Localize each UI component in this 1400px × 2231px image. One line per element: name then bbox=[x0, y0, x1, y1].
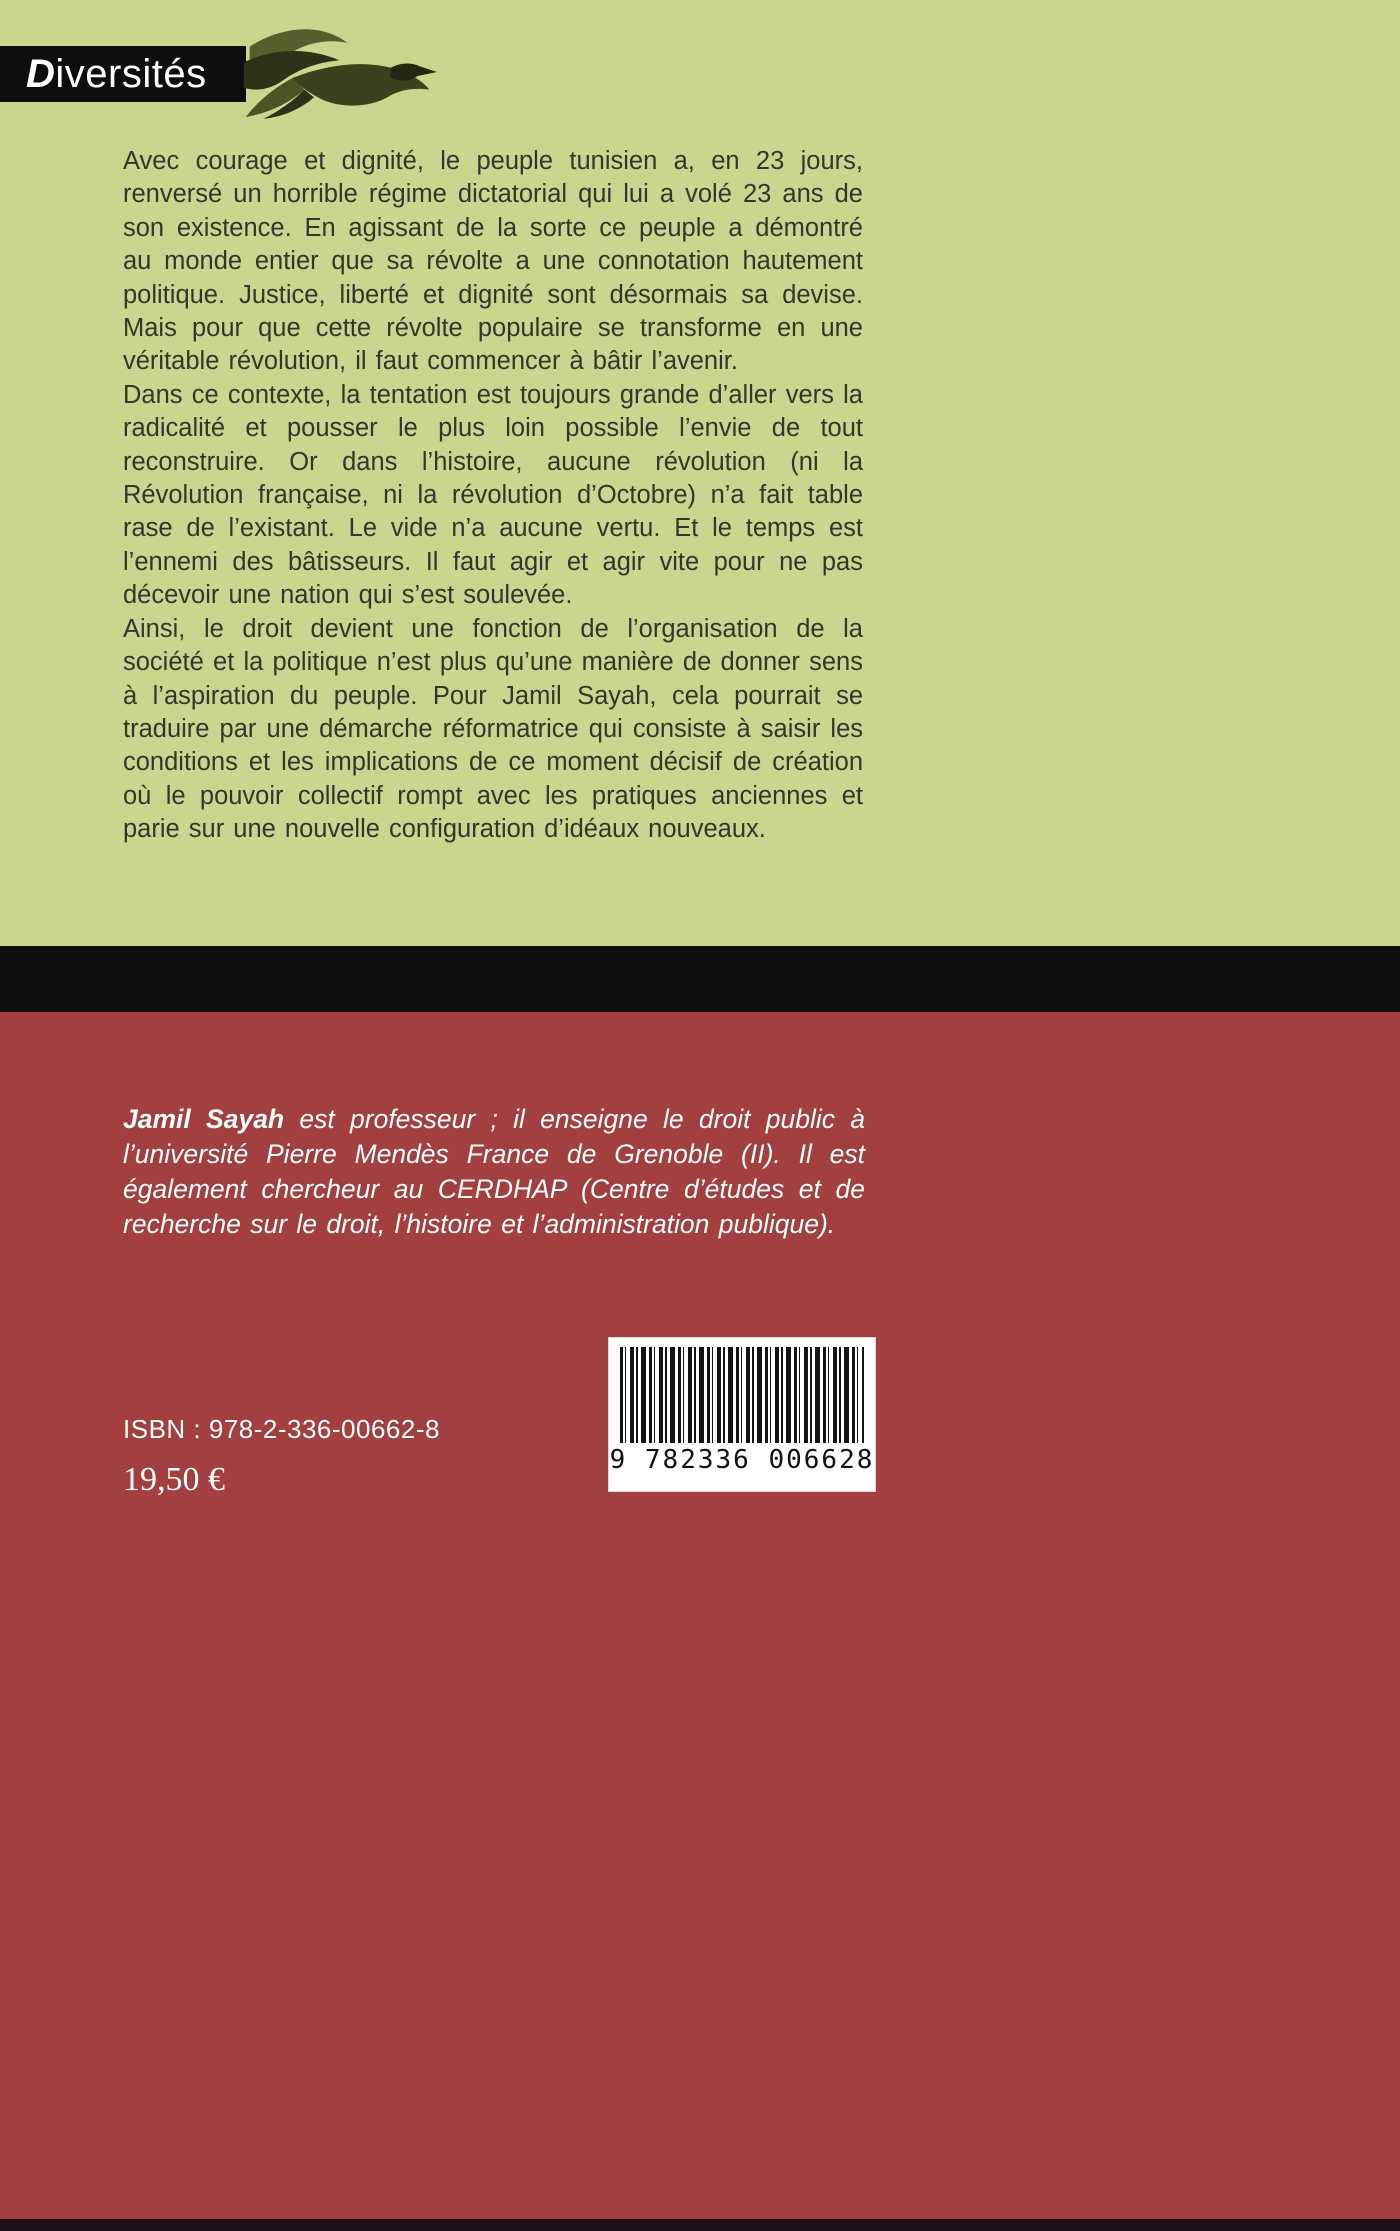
author-bio bbox=[123, 1102, 865, 1242]
barcode-bars bbox=[620, 1347, 864, 1443]
synopsis bbox=[123, 145, 863, 847]
synopsis-paragraph-1: Avec courage et dignité, le peuple tunisien a, en 23 jours, renversé un horrible régime dictatorial qui lui a volé 23 ans de son existence. En agissant de la sorte ce peuple a démontré au monde entier que sa révolte a une connotation hautement politique. Justice, liberté et dignité sont désormais sa devise. Mais pour que cette révolte populaire se transforme en une véritable révolution, il faut commencer à bâtir l’avenir. bbox=[123, 147, 863, 376]
author-name: Jamil Sayah bbox=[123, 1104, 285, 1134]
price-text: 19,50 € bbox=[123, 1461, 225, 1498]
lower-section bbox=[0, 1012, 1400, 2219]
author-bio-text: est professeur ; il enseigne le droit public à l’université Pierre Mendès France de Grenoble (II). Il est également chercheur au CERDHAP (Centre d’études et de recherche sur le droit, l’histoire et l’administration publique). bbox=[123, 1104, 865, 1239]
bottom-edge bbox=[0, 2219, 1400, 2231]
synopsis-paragraph-3: Ainsi, le droit devient une fonction de l’organisation de la société et la politique n’est plus qu’une manière de donner sens à l’aspiration du peuple. Pour Jamil Sayah, cela pourrait se traduire par une démarche réformatrice qui consiste à saisir les conditions et les implications de ce moment décisif de création où le pouvoir collectif rompt avec les pratiques anciennes et parie sur une nouvelle configuration d’idéaux nouveaux. bbox=[123, 614, 863, 844]
synopsis-paragraph-2: Dans ce contexte, la tentation est toujours grande d’aller vers la radicalité et pousser le plus loin possible l’envie de tout reconstruire. Or dans l’histoire, aucune révolution (ni la Révolution française, ni la révolution d’Octobre) n’a fait table rase de l’existant. Le vide n’a aucune vertu. Et le temps est l’ennemi des bâtisseurs. Il faut agir et agir vite pour ne pas décevoir une nation qui s’est soulevée. bbox=[123, 380, 863, 610]
isbn-block bbox=[123, 1414, 440, 1499]
dove-icon bbox=[236, 18, 441, 130]
barcode-number: 9 782336 006628 bbox=[609, 1445, 875, 1475]
divider-band bbox=[0, 946, 1400, 1012]
collection-banner bbox=[0, 46, 246, 102]
isbn-text: ISBN : 978-2-336-00662-8 bbox=[123, 1414, 440, 1444]
collection-label: Diversités bbox=[26, 51, 207, 96]
barcode bbox=[608, 1337, 876, 1492]
